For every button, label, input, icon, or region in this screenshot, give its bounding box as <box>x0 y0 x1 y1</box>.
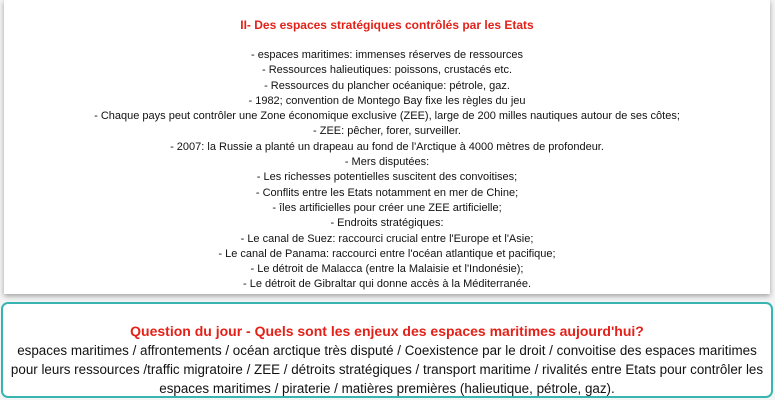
notes-card <box>4 0 770 294</box>
notes-title: II- Des espaces stratégiques contrôlés par les Etats <box>240 18 534 32</box>
note-line: - 1982; convention de Montego Bay fixe les règles du jeu <box>248 94 526 107</box>
note-line: - espaces maritimes: immenses réserves de ressources <box>250 49 524 61</box>
question-keywords: espaces maritimes / affrontements / océan arctique très disputé / Coexistence par le droit / convoitise des espaces maritimes pour leurs ressources /traffic migratoire / ZEE / détroits stratégiques / transport maritime / rivalités entre Etats pour contrôler les espaces maritimes / piraterie / matières premières (halieutique, pétrole, gaz). <box>10 343 764 396</box>
question-card <box>1 302 773 398</box>
note-line: - Le canal de Suez: raccourci crucial entre l'Europe et l'Asie; <box>240 232 534 245</box>
note-line: - Le détroit de Malacca (entre la Malaisie et l'Indonésie); <box>250 263 524 276</box>
note-line: - Les richesses potentielles suscitent des convoitises; <box>256 171 518 184</box>
note-line: - 2007: la Russie a planté un drapeau au fond de l'Arctique à 4000 mètres de profondeur. <box>170 140 604 153</box>
note-line: - Conflits entre les Etats notamment en mer de Chine; <box>255 186 519 199</box>
note-line: - ZEE: pêcher, forer, surveiller. <box>313 125 461 138</box>
note-line: - Endroits stratégiques: <box>330 217 444 230</box>
notes-list <box>4 48 770 293</box>
note-line: - Ressources du plancher océanique: pétrole, gaz. <box>264 79 510 92</box>
note-line: - Chaque pays peut contrôler une Zone économique exclusive (ZEE), large de 200 milles nautiques autour de ses côtes; <box>94 110 680 123</box>
note-line: - Le détroit de Gibraltar qui donne accès à la Méditerranée. <box>243 278 531 291</box>
note-line: - Ressources halieutiques: poissons, crustacés etc. <box>261 64 513 77</box>
question-title: Question du jour - Quels sont les enjeux des espaces maritimes aujourd'hui? <box>130 323 644 339</box>
note-line: - Mers disputées: <box>344 156 430 169</box>
note-line: - îles artificielles pour créer une ZEE artificielle; <box>272 201 502 214</box>
note-line: - Le canal de Panama: raccourci entre l'océan atlantique et pacifique; <box>218 247 556 260</box>
